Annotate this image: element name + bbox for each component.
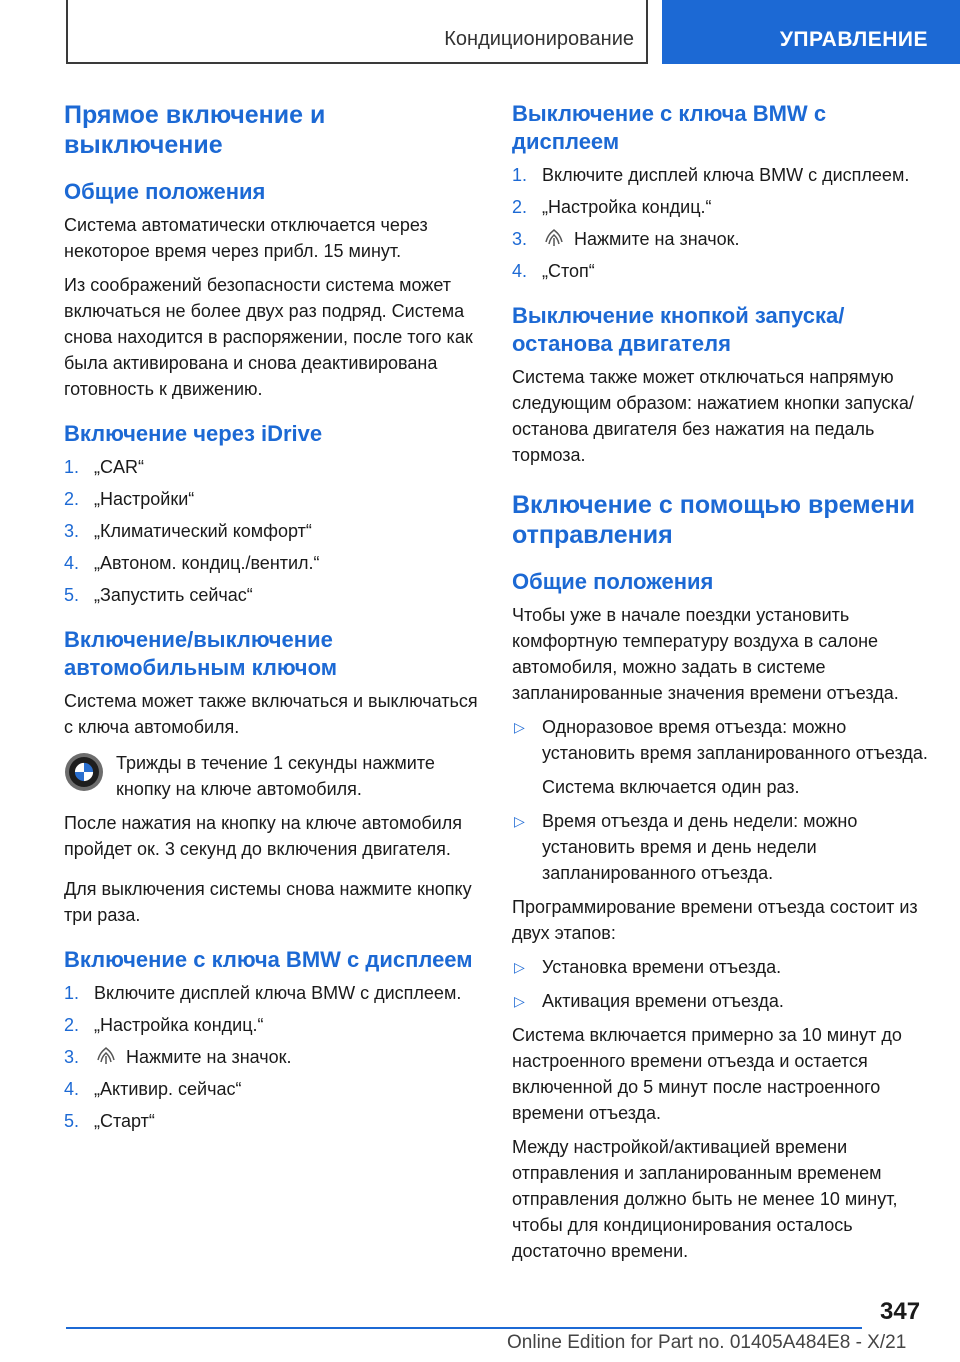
header-chapter-box bbox=[66, 0, 648, 64]
page-number: 347 bbox=[880, 1298, 921, 1325]
para-button-off: Система также может отключаться напрямую следующим образом: нажатием кнопки запуска/останова двигателя без нажатия на педаль тормоза. bbox=[512, 367, 914, 465]
triangle-bullet-icon: ▷ bbox=[514, 959, 525, 975]
heading-button-off: Выключение кнопкой запуска/останова двигателя bbox=[512, 303, 845, 356]
left-column bbox=[64, 100, 482, 1140]
heading-key: Включение/выключение автомобильным ключом bbox=[64, 627, 338, 680]
key-instruction-text: Трижды в течение 1 секунды нажмите кнопку на ключе автомобиля. bbox=[116, 753, 435, 799]
timer-options bbox=[512, 714, 932, 766]
key-instruction bbox=[64, 750, 482, 802]
bmw-key-icon bbox=[64, 752, 104, 792]
heading-general-1: Общие положения bbox=[64, 179, 266, 204]
list-item: 4. „Стоп“ bbox=[512, 261, 595, 281]
program-steps bbox=[512, 954, 932, 1014]
list-item: ▷ Установка времени отъезда. bbox=[512, 954, 932, 980]
climate-icon bbox=[542, 228, 566, 248]
timer-options-2 bbox=[512, 808, 932, 886]
list-item: 5. „Старт“ bbox=[64, 1111, 155, 1131]
list-item: 1. Включите дисплей ключа BMW с дисплеем. bbox=[512, 165, 910, 185]
display-off-steps bbox=[512, 162, 932, 284]
list-item: 2. „Настройка кондиц.“ bbox=[512, 197, 712, 217]
para-key: Система может также включаться и выключаться с ключа автомобиля. bbox=[64, 691, 478, 737]
header-section-tab bbox=[662, 0, 960, 64]
para-between: Между настройкой/активацией времени отправления и запланированным временем отправления должно быть не менее 10 минут, чтобы для кондиционирования осталось достаточно времени. bbox=[512, 1137, 898, 1261]
list-item: 3. Нажмите на значок. bbox=[512, 229, 740, 249]
list-item: 4. „Автоном. кондиц./вентил.“ bbox=[64, 553, 320, 573]
para-timer: Чтобы уже в начале поездки установить комфортную температуру воздуха в салоне автомобиля, можно задать в системе запланированные значения времени отъезда. bbox=[512, 605, 899, 703]
list-item: ▷ Одноразовое время отъезда: можно установить время запланированного отъезда. bbox=[512, 714, 932, 766]
footer-edition: Online Edition for Part no. 01405A484E8 - X/21 bbox=[507, 1332, 907, 1353]
para-after: После нажатия на кнопку на ключе автомобиля пройдет ок. 3 секунд до включения двигателя. bbox=[64, 813, 462, 859]
list-item: 2. „Настройка кондиц.“ bbox=[64, 1015, 264, 1035]
list-item: 2. „Настройки“ bbox=[64, 489, 195, 509]
idrive-steps bbox=[64, 454, 482, 608]
list-item: 3. Нажмите на значок. bbox=[64, 1047, 292, 1067]
heading-direct: Прямое включение и выключение bbox=[64, 101, 326, 159]
para-program: Программирование времени отъезда состоит из двух этапов: bbox=[512, 897, 918, 943]
heading-display-off: Выключение с ключа BMW с дисплеем bbox=[512, 101, 827, 154]
triangle-bullet-icon: ▷ bbox=[514, 813, 525, 829]
right-column bbox=[512, 100, 932, 1272]
list-item: 4. „Активир. сейчас“ bbox=[64, 1079, 242, 1099]
heading-display-on: Включение с ключа BMW с дисплеем bbox=[64, 947, 473, 972]
list-item: 5. „Запустить сейчас“ bbox=[64, 585, 253, 605]
climate-icon bbox=[94, 1046, 118, 1066]
display-on-steps bbox=[64, 980, 482, 1134]
list-item: ▷ Время отъезда и день недели: можно установить время и день недели запланированного отъезда. bbox=[512, 808, 932, 886]
para-general-1: Система автоматически отключается через некоторое время через прибл. 15 минут. bbox=[64, 215, 428, 261]
section-title: УПРАВЛЕНИЕ bbox=[779, 28, 928, 51]
para-once: Система включается один раз. bbox=[542, 777, 800, 797]
heading-idrive: Включение через iDrive bbox=[64, 421, 323, 446]
list-item: 1. „CAR“ bbox=[64, 457, 144, 477]
list-item: ▷ Активация времени отъезда. bbox=[512, 988, 932, 1014]
list-item: 1. Включите дисплей ключа BMW с дисплеем. bbox=[64, 983, 462, 1003]
para-off: Для выключения системы снова нажмите кнопку три раза. bbox=[64, 879, 472, 925]
chapter-title: Кондиционирование bbox=[444, 28, 634, 50]
triangle-bullet-icon: ▷ bbox=[514, 993, 525, 1009]
para-safety: Из соображений безопасности система может включаться не более двух раз подряд. Система снова находится в распоряжении, после того как была активирована и снова деактивирована готовность к движению. bbox=[64, 275, 473, 399]
footer-divider bbox=[66, 1327, 862, 1329]
heading-timer: Включение с помощью времени отправления bbox=[512, 491, 916, 549]
list-item: 3. „Климатический комфорт“ bbox=[64, 521, 312, 541]
heading-general-2: Общие положения bbox=[512, 569, 714, 594]
para-10min: Система включается примерно за 10 минут до настроенного времени отъезда и остается включенной до 5 минут после настроенного времени отъезда. bbox=[512, 1025, 902, 1123]
triangle-bullet-icon: ▷ bbox=[514, 719, 525, 735]
